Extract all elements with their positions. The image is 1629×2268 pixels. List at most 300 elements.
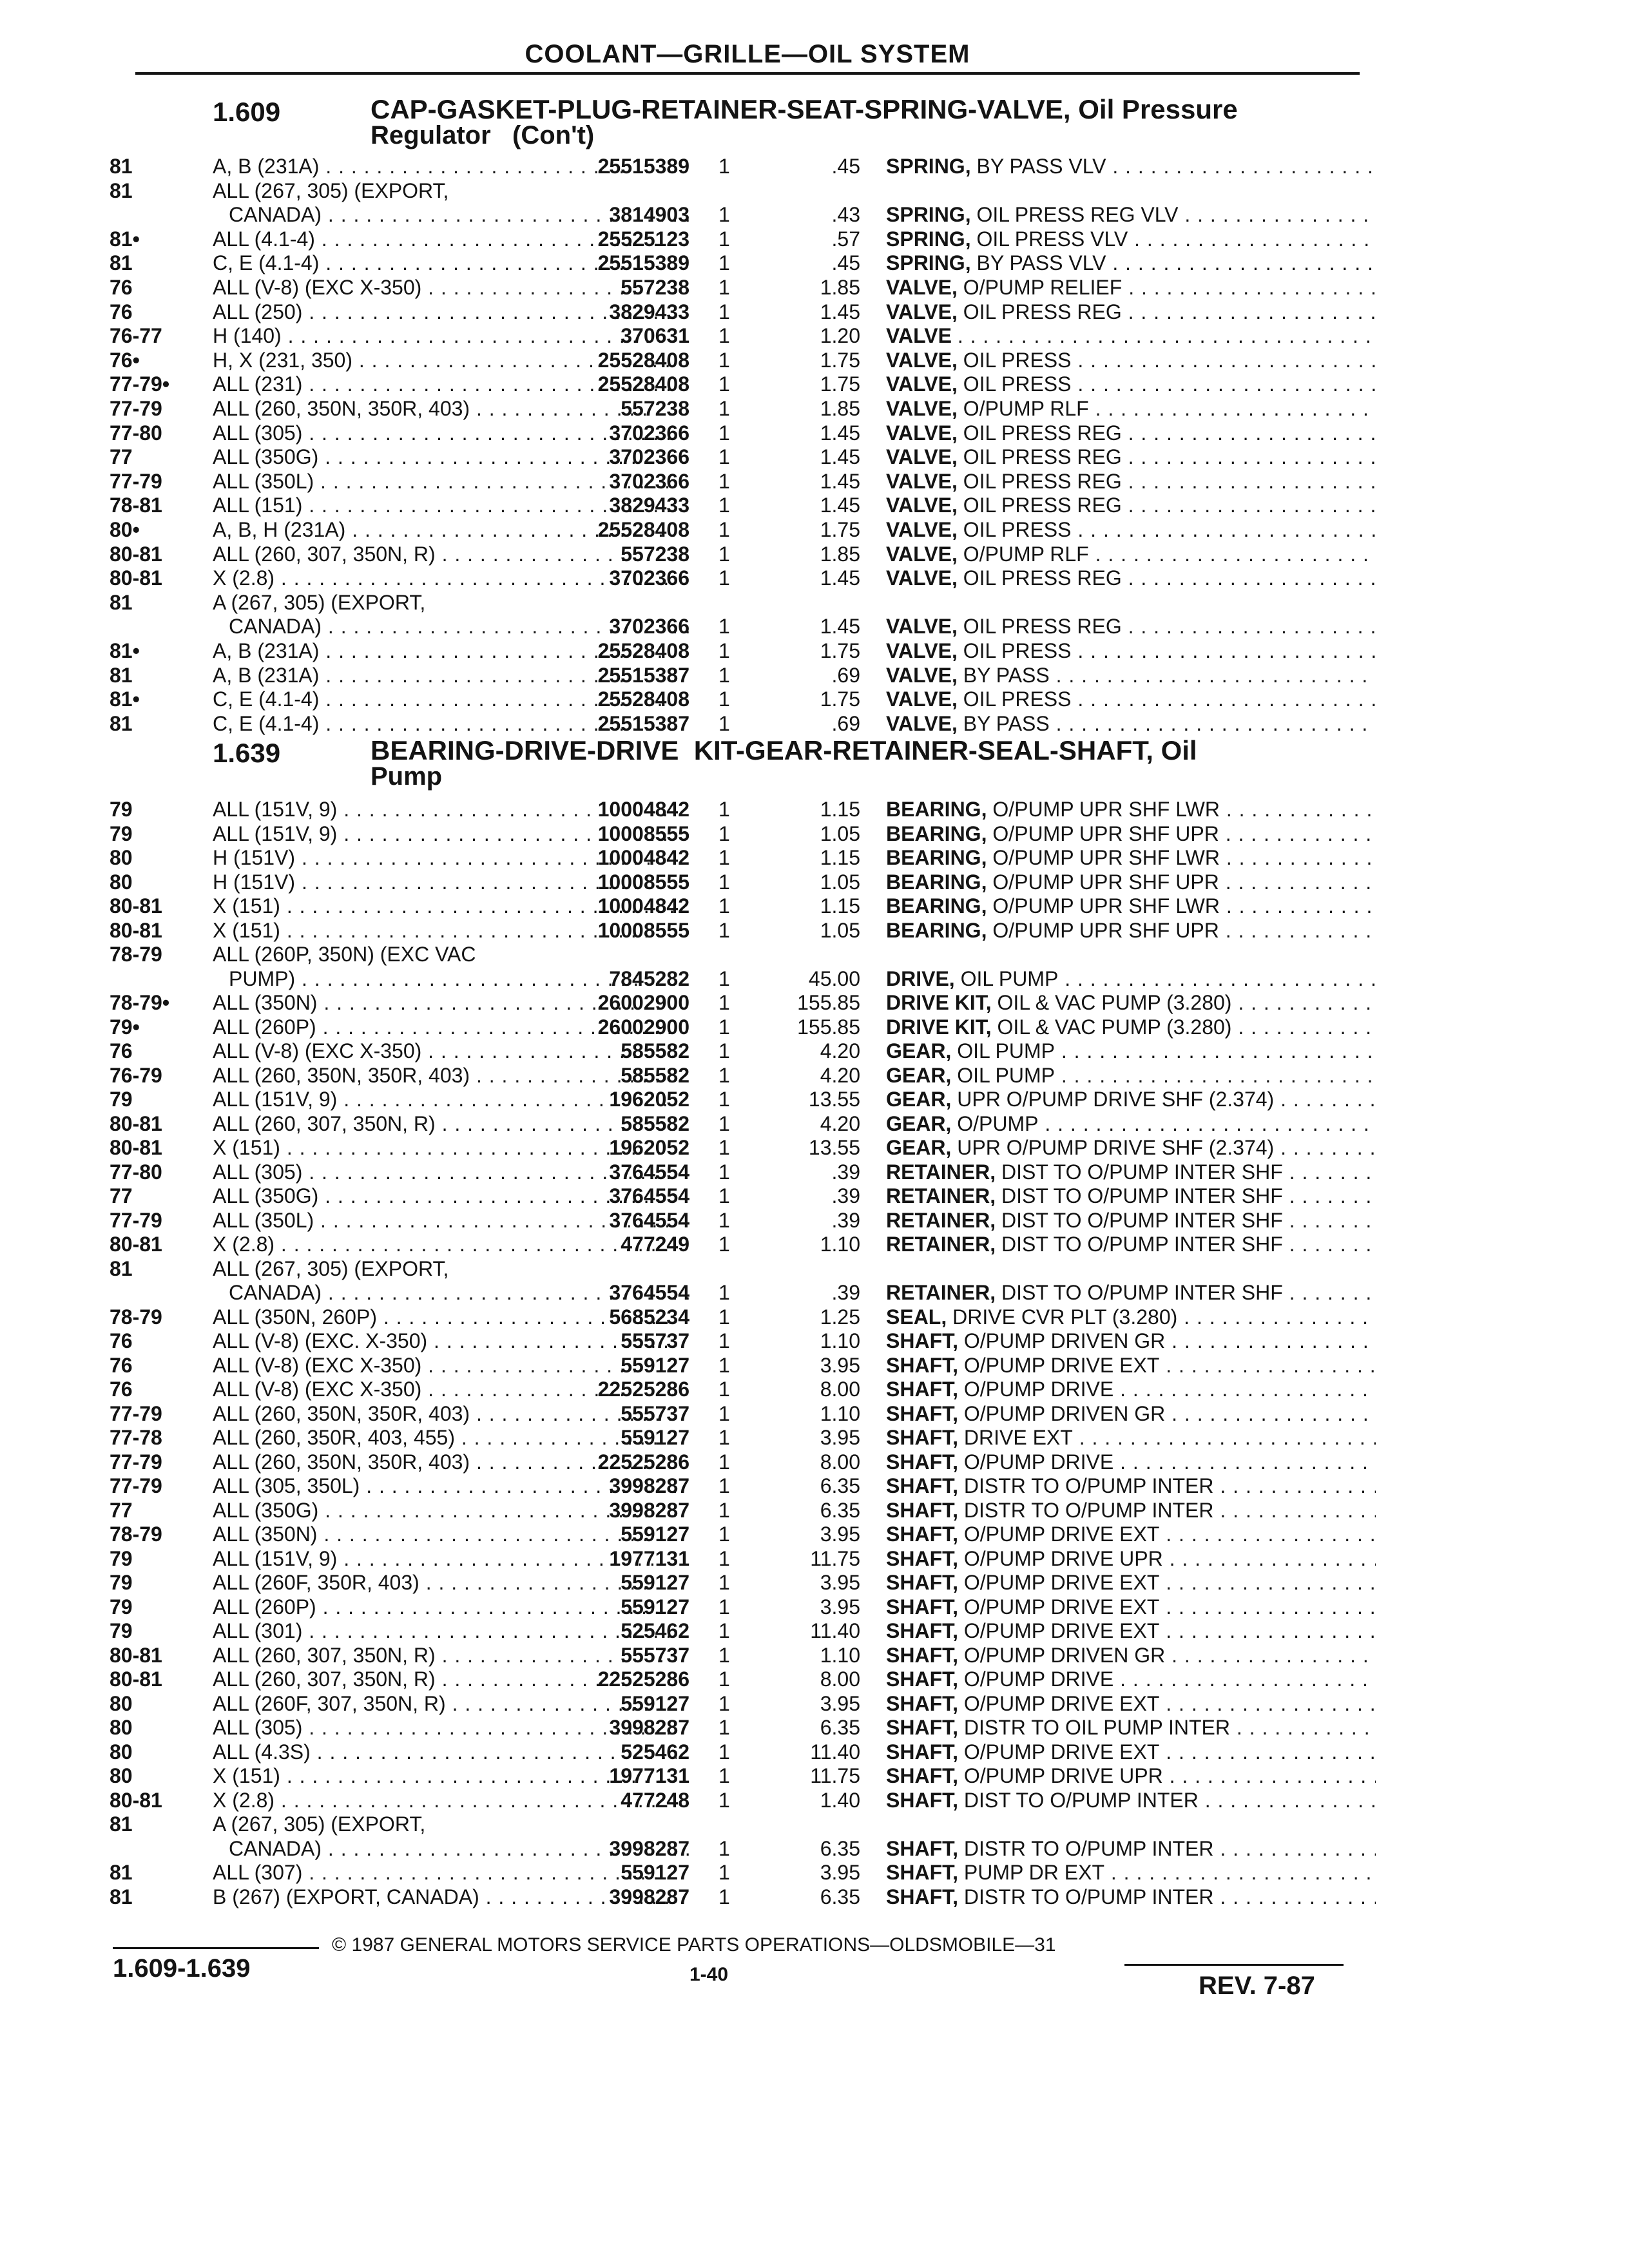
quantity: 1 bbox=[718, 1764, 730, 1787]
description bbox=[886, 397, 1376, 421]
price: 1.45 bbox=[820, 494, 860, 517]
table-row bbox=[110, 712, 1373, 736]
description bbox=[886, 518, 1376, 542]
description-text: O/PUMP DRIVE bbox=[963, 1378, 1114, 1401]
description-text: OIL PRESS REG bbox=[963, 469, 1122, 493]
description-noun: SHAFT, bbox=[886, 1836, 958, 1860]
description bbox=[886, 1595, 1376, 1619]
price: 1.85 bbox=[820, 542, 860, 566]
description-noun: SHAFT, bbox=[886, 1643, 958, 1667]
table-row bbox=[110, 1547, 1373, 1571]
price: 1.05 bbox=[820, 870, 860, 894]
part-number: 22525286 bbox=[597, 1667, 689, 1691]
price: 1.10 bbox=[820, 1329, 860, 1352]
model-year: 80-81 bbox=[110, 542, 162, 566]
description bbox=[886, 470, 1376, 494]
part-number: 10008555 bbox=[597, 822, 689, 845]
price: 1.45 bbox=[820, 300, 860, 323]
model-year: 81• bbox=[110, 227, 140, 251]
part-number: 26002900 bbox=[597, 991, 689, 1014]
table-row bbox=[110, 1595, 1373, 1619]
quantity: 1 bbox=[718, 918, 730, 942]
description-text: OIL PRESS REG bbox=[963, 445, 1122, 469]
application: ALL (V-8) (EXC X-350) . . . bbox=[213, 1039, 677, 1063]
quantity: 1 bbox=[718, 798, 730, 821]
price: 3.95 bbox=[820, 1523, 860, 1546]
application: ALL (260, 350N, 350R, 403) . . . bbox=[213, 1064, 677, 1088]
application: ALL (307) . . . bbox=[213, 1861, 677, 1885]
price: 6.35 bbox=[820, 1885, 860, 1908]
price: 3.95 bbox=[820, 1353, 860, 1377]
model-year: 79 bbox=[110, 1619, 133, 1642]
quantity: 1 bbox=[718, 1136, 730, 1159]
model-year: 80• bbox=[110, 518, 140, 541]
application: ALL (260, 307, 350N, R) . . . bbox=[213, 1667, 677, 1691]
description bbox=[886, 687, 1376, 711]
description-noun: BEARING, bbox=[886, 798, 987, 821]
table-row bbox=[110, 1885, 1373, 1909]
quantity: 1 bbox=[718, 1885, 730, 1908]
application: C, E (4.1-4) . . . bbox=[213, 251, 677, 275]
description-text: OIL PRESS bbox=[963, 639, 1072, 662]
quantity: 1 bbox=[718, 1861, 730, 1884]
part-number: 25528408 bbox=[597, 639, 689, 662]
application: ALL (260P) . . . bbox=[213, 1015, 677, 1039]
price: 3.95 bbox=[820, 1595, 860, 1619]
application: A (267, 305) (EXPORT, bbox=[213, 590, 426, 614]
model-year: 81 bbox=[110, 590, 133, 614]
description-noun: SHAFT, bbox=[886, 1474, 958, 1497]
application: ALL (151) . . . bbox=[213, 494, 677, 517]
part-number: 25528408 bbox=[597, 372, 689, 396]
quantity: 1 bbox=[718, 1498, 730, 1522]
model-year: 80 bbox=[110, 1740, 133, 1763]
table-row bbox=[110, 324, 1373, 348]
model-year: 81 bbox=[110, 155, 133, 178]
description-noun: SHAFT, bbox=[886, 1667, 958, 1691]
application: ALL (260P) . . . bbox=[213, 1595, 677, 1619]
application: ALL (301) . . . bbox=[213, 1619, 677, 1643]
model-year: 76 bbox=[110, 1039, 133, 1062]
description-noun: DRIVE, bbox=[886, 966, 955, 990]
table-row bbox=[110, 1837, 1373, 1861]
quantity: 1 bbox=[718, 1208, 730, 1232]
description-noun: SHAFT, bbox=[886, 1788, 958, 1812]
description-noun: VALVE, bbox=[886, 372, 958, 396]
table-row bbox=[110, 251, 1373, 275]
table-row bbox=[110, 1233, 1373, 1256]
model-year: 80 bbox=[110, 1716, 133, 1739]
part-number: 557238 bbox=[621, 397, 689, 420]
description bbox=[886, 1523, 1376, 1546]
model-year: 80 bbox=[110, 1764, 133, 1787]
description-text: OIL PRESS REG bbox=[963, 615, 1122, 639]
description bbox=[886, 664, 1376, 687]
part-number: 25528408 bbox=[597, 518, 689, 541]
table-row bbox=[110, 870, 1373, 894]
description-noun: GEAR, bbox=[886, 1063, 952, 1087]
part-number: 25528408 bbox=[597, 348, 689, 372]
application: ALL (260P, 350N) (EXC VAC bbox=[213, 943, 476, 966]
part-number: 3702366 bbox=[609, 421, 689, 445]
price: 3.95 bbox=[820, 1426, 860, 1449]
table-row bbox=[110, 919, 1373, 943]
part-number: 25515387 bbox=[597, 711, 689, 735]
page-header-title: COOLANT—GRILLE—OIL SYSTEM bbox=[525, 40, 970, 68]
description-noun: SHAFT, bbox=[886, 1329, 958, 1352]
description-text: DIST TO O/PUMP INTER bbox=[963, 1788, 1199, 1812]
price: 1.75 bbox=[820, 518, 860, 541]
table-row bbox=[110, 445, 1373, 469]
description-text: DIST TO O/PUMP INTER SHF bbox=[1001, 1160, 1283, 1184]
price: .57 bbox=[831, 227, 860, 251]
part-number: 3702366 bbox=[609, 566, 689, 590]
part-number: 555737 bbox=[621, 1329, 689, 1352]
application: ALL (267, 305) (EXPORT, bbox=[213, 178, 449, 202]
description-noun: GEAR, bbox=[886, 1136, 952, 1159]
part-number: 5685234 bbox=[609, 1305, 689, 1329]
description-noun: BEARING, bbox=[886, 846, 987, 869]
description-noun: SHAFT, bbox=[886, 1716, 958, 1739]
description-noun: SHAFT, bbox=[886, 1571, 958, 1594]
quantity: 1 bbox=[718, 687, 730, 711]
price: .43 bbox=[831, 203, 860, 227]
table-row bbox=[110, 1039, 1373, 1063]
quantity: 1 bbox=[718, 894, 730, 918]
quantity: 1 bbox=[718, 1716, 730, 1739]
table-row bbox=[110, 543, 1373, 566]
price: .39 bbox=[831, 1281, 860, 1304]
description-text: O/PUMP DRIVE EXT bbox=[963, 1353, 1160, 1377]
description-noun: VALVE, bbox=[886, 276, 958, 299]
price: 1.45 bbox=[820, 615, 860, 639]
description bbox=[886, 967, 1376, 991]
application: B (267) (EXPORT, CANADA) . . . bbox=[213, 1885, 677, 1909]
description bbox=[886, 846, 1376, 870]
price: 1.10 bbox=[820, 1643, 860, 1667]
description-noun: SHAFT, bbox=[886, 1885, 958, 1908]
table-row bbox=[110, 1764, 1373, 1788]
application: ALL (151V, 9) . . . bbox=[213, 798, 677, 822]
table-row bbox=[110, 1523, 1373, 1546]
description-text: OIL PUMP bbox=[957, 1063, 1055, 1087]
application: X (151) . . . bbox=[213, 1764, 677, 1788]
quantity: 1 bbox=[718, 1111, 730, 1135]
part-number: 585582 bbox=[621, 1063, 689, 1087]
description-text: DIST TO O/PUMP INTER SHF bbox=[1001, 1233, 1283, 1256]
description bbox=[886, 494, 1376, 517]
table-row bbox=[110, 1619, 1373, 1643]
table-row bbox=[110, 372, 1373, 396]
part-number: 3829433 bbox=[609, 494, 689, 517]
description-noun: SHAFT, bbox=[886, 1861, 958, 1884]
quantity: 1 bbox=[718, 1619, 730, 1642]
description-text: DISTR TO O/PUMP INTER bbox=[963, 1474, 1214, 1497]
part-number: 559127 bbox=[621, 1861, 689, 1884]
description bbox=[886, 712, 1376, 736]
description bbox=[886, 822, 1376, 846]
table-row bbox=[110, 300, 1373, 324]
part-number: 3814903 bbox=[609, 203, 689, 227]
description bbox=[886, 227, 1376, 251]
price: 1.15 bbox=[820, 846, 860, 869]
price: .39 bbox=[831, 1184, 860, 1207]
model-year: 78-81 bbox=[110, 494, 162, 517]
table-row bbox=[110, 276, 1373, 300]
quantity: 1 bbox=[718, 469, 730, 493]
price: 11.40 bbox=[810, 1740, 860, 1763]
application: ALL (350G) . . . bbox=[213, 1184, 677, 1208]
application: H, X (231, 350) . . . bbox=[213, 349, 677, 372]
part-number: 3764554 bbox=[609, 1281, 689, 1304]
description-noun: SHAFT, bbox=[886, 1595, 958, 1619]
description bbox=[886, 1184, 1376, 1208]
quantity: 1 bbox=[718, 1281, 730, 1304]
table-row bbox=[110, 227, 1373, 251]
application: X (2.8) . . . bbox=[213, 566, 677, 590]
quantity: 1 bbox=[718, 542, 730, 566]
description-text: O/PUMP bbox=[957, 1111, 1039, 1135]
description-noun: BEARING, bbox=[886, 822, 987, 845]
table-row bbox=[110, 1740, 1373, 1764]
description bbox=[886, 155, 1376, 178]
description-text: PUMP DR EXT bbox=[963, 1861, 1104, 1884]
description bbox=[886, 1233, 1376, 1256]
model-year: 78-79 bbox=[110, 1305, 162, 1329]
part-number: 7845282 bbox=[609, 966, 689, 990]
description-text: O/PUMP DRIVE EXT bbox=[963, 1523, 1160, 1546]
description-noun: BEARING, bbox=[886, 870, 987, 894]
description bbox=[886, 1716, 1376, 1740]
section-title-line: Pump bbox=[371, 762, 443, 791]
description bbox=[886, 1499, 1376, 1523]
application: PUMP) . . . bbox=[229, 967, 693, 991]
model-year: 80-81 bbox=[110, 1111, 162, 1135]
application: A, B, H (231A) . . . bbox=[213, 518, 677, 542]
part-number: 477249 bbox=[621, 1233, 689, 1256]
price: 1.45 bbox=[820, 445, 860, 469]
description-text: O/PUMP DRIVE EXT bbox=[963, 1571, 1160, 1594]
part-number: 559127 bbox=[621, 1523, 689, 1546]
quantity: 1 bbox=[718, 663, 730, 687]
description bbox=[886, 251, 1376, 275]
description-noun: SPRING, bbox=[886, 227, 971, 251]
model-year: 80-81 bbox=[110, 1667, 162, 1691]
description-noun: BEARING, bbox=[886, 918, 987, 942]
description-text: DIST TO O/PUMP INTER SHF bbox=[1001, 1184, 1283, 1207]
description bbox=[886, 1764, 1376, 1788]
description bbox=[886, 894, 1376, 918]
part-number: 3764554 bbox=[609, 1184, 689, 1207]
description bbox=[886, 543, 1376, 566]
table-row bbox=[110, 846, 1373, 870]
table-row bbox=[110, 798, 1373, 822]
description-noun: SHAFT, bbox=[886, 1353, 958, 1377]
quantity: 1 bbox=[718, 1691, 730, 1715]
model-year: 76 bbox=[110, 1378, 133, 1401]
table-row bbox=[110, 1426, 1373, 1450]
description-text: O/PUMP DRIVE EXT bbox=[963, 1595, 1160, 1619]
application: ALL (260, 307, 350N, R) . . . bbox=[213, 543, 677, 566]
table-row bbox=[110, 470, 1373, 494]
table-row bbox=[110, 1667, 1373, 1691]
part-number: 555737 bbox=[621, 1643, 689, 1667]
table-row bbox=[110, 518, 1373, 542]
quantity: 1 bbox=[718, 1378, 730, 1401]
table-row bbox=[110, 1160, 1373, 1184]
description-noun: BEARING, bbox=[886, 894, 987, 918]
application: ALL (350G) . . . bbox=[213, 445, 677, 469]
part-number: 3702366 bbox=[609, 615, 689, 639]
quantity: 1 bbox=[718, 1667, 730, 1691]
model-year: 79 bbox=[110, 1595, 133, 1619]
table-row bbox=[110, 1354, 1373, 1378]
description-text: OIL & VAC PUMP (3.280) bbox=[997, 991, 1232, 1014]
model-year: 77-80 bbox=[110, 1160, 162, 1184]
description-noun: RETAINER, bbox=[886, 1233, 996, 1256]
model-year: 77-79 bbox=[110, 1474, 162, 1497]
price: 1.10 bbox=[820, 1401, 860, 1425]
description bbox=[886, 372, 1376, 396]
table-row bbox=[110, 1474, 1373, 1498]
description-text: O/PUMP DRIVE EXT bbox=[963, 1619, 1160, 1642]
price: 11.75 bbox=[810, 1546, 860, 1570]
quantity: 1 bbox=[718, 639, 730, 662]
model-year: 81 bbox=[110, 1256, 133, 1280]
description-text: O/PUMP DRIVEN GR bbox=[963, 1329, 1166, 1352]
description bbox=[886, 1209, 1376, 1233]
part-number: 3764554 bbox=[609, 1208, 689, 1232]
quantity: 1 bbox=[718, 445, 730, 469]
model-year: 76 bbox=[110, 300, 133, 323]
quantity: 1 bbox=[718, 372, 730, 396]
quantity: 1 bbox=[718, 1063, 730, 1087]
description bbox=[886, 1692, 1376, 1716]
description bbox=[886, 566, 1376, 590]
model-year: 79 bbox=[110, 1571, 133, 1594]
application: ALL (260F, 307, 350N, R) . . . bbox=[213, 1692, 677, 1716]
section-title-line: Regulator (Con't) bbox=[371, 121, 595, 149]
model-year: 78-79 bbox=[110, 1523, 162, 1546]
table-row bbox=[110, 203, 1373, 227]
part-number: 26002900 bbox=[597, 1015, 689, 1039]
description bbox=[886, 1281, 1376, 1305]
quantity: 1 bbox=[718, 1305, 730, 1329]
price: 3.95 bbox=[820, 1571, 860, 1594]
description bbox=[886, 1015, 1376, 1039]
part-number: 525462 bbox=[621, 1740, 689, 1763]
application: H (151V) . . . bbox=[213, 846, 677, 870]
application: CANADA) . . . bbox=[229, 1281, 693, 1305]
application: C, E (4.1-4) . . . bbox=[213, 687, 677, 711]
application: ALL (267, 305) (EXPORT, bbox=[213, 1256, 449, 1280]
description-noun: SEAL, bbox=[886, 1305, 947, 1329]
description-text: O/PUMP UPR SHF LWR bbox=[992, 798, 1220, 821]
description-noun: VALVE bbox=[886, 324, 952, 348]
description-noun: SHAFT, bbox=[886, 1740, 958, 1763]
description bbox=[886, 1571, 1376, 1595]
table-row bbox=[110, 349, 1373, 372]
part-number: 477248 bbox=[621, 1788, 689, 1812]
quantity: 1 bbox=[718, 1015, 730, 1039]
application: ALL (V-8) (EXC X-350) . . . bbox=[213, 276, 677, 300]
section-title-line: CAP-GASKET-PLUG-RETAINER-SEAT-SPRING-VALVE, Oil Pressure bbox=[371, 94, 1238, 124]
part-number: 3998287 bbox=[609, 1498, 689, 1522]
table-row bbox=[110, 1112, 1373, 1136]
part-number: 3702366 bbox=[609, 445, 689, 469]
model-year: 77-80 bbox=[110, 421, 162, 445]
part-number: 22525286 bbox=[597, 1450, 689, 1474]
quantity: 1 bbox=[718, 1523, 730, 1546]
description-text: O/PUMP UPR SHF UPR bbox=[992, 822, 1219, 845]
description bbox=[886, 324, 1376, 348]
description-noun: SHAFT, bbox=[886, 1764, 958, 1787]
price: 8.00 bbox=[820, 1378, 860, 1401]
application: ALL (260, 350N, 350R, 403) . . . bbox=[213, 1450, 677, 1474]
price: 1.15 bbox=[820, 798, 860, 821]
price: 1.05 bbox=[820, 918, 860, 942]
price: 1.20 bbox=[820, 324, 860, 348]
description-noun: VALVE, bbox=[886, 663, 958, 687]
description-noun: DRIVE KIT, bbox=[886, 1015, 992, 1039]
quantity: 1 bbox=[718, 1401, 730, 1425]
part-number: 559127 bbox=[621, 1691, 689, 1715]
part-number: 25515387 bbox=[597, 663, 689, 687]
table-row bbox=[110, 566, 1373, 590]
model-year: 79 bbox=[110, 1088, 133, 1111]
part-number: 22525286 bbox=[597, 1378, 689, 1401]
price: 8.00 bbox=[820, 1450, 860, 1474]
application: ALL (350N, 260P) . . . bbox=[213, 1305, 677, 1329]
price: 4.20 bbox=[820, 1063, 860, 1087]
price: 1.85 bbox=[820, 397, 860, 420]
quantity: 1 bbox=[718, 324, 730, 348]
description-noun: SHAFT, bbox=[886, 1691, 958, 1715]
description-text: DIST TO O/PUMP INTER SHF bbox=[1001, 1208, 1283, 1232]
section-title-line: BEARING-DRIVE-DRIVE KIT-GEAR-RETAINER-SEAL-SHAFT, Oil bbox=[371, 735, 1197, 765]
description bbox=[886, 1112, 1376, 1136]
description-noun: DRIVE KIT, bbox=[886, 991, 992, 1014]
table-row bbox=[110, 639, 1373, 663]
model-year: 80 bbox=[110, 846, 133, 869]
table-row bbox=[110, 967, 1373, 991]
table-row bbox=[110, 894, 1373, 918]
price: 1.45 bbox=[820, 469, 860, 493]
table-row bbox=[110, 1402, 1373, 1426]
table-row bbox=[110, 1305, 1373, 1329]
model-year: 77-79• bbox=[110, 372, 170, 396]
table-row bbox=[110, 943, 1373, 966]
table-row bbox=[110, 1378, 1373, 1401]
description-text: O/PUMP UPR SHF UPR bbox=[992, 870, 1219, 894]
part-number: 559127 bbox=[621, 1571, 689, 1594]
table-row bbox=[110, 1812, 1373, 1836]
application: ALL (350L) . . . bbox=[213, 1209, 677, 1233]
description bbox=[886, 1136, 1376, 1160]
description-noun: VALVE, bbox=[886, 518, 958, 541]
model-year: 80 bbox=[110, 1691, 133, 1715]
description-text: OIL PUMP bbox=[960, 966, 1059, 990]
table-row bbox=[110, 687, 1373, 711]
price: 1.45 bbox=[820, 421, 860, 445]
quantity: 1 bbox=[718, 1836, 730, 1860]
description bbox=[886, 421, 1376, 445]
application: ALL (350L) . . . bbox=[213, 470, 677, 494]
price: 11.75 bbox=[810, 1764, 860, 1787]
quantity: 1 bbox=[718, 1450, 730, 1474]
description-noun: VALVE, bbox=[886, 566, 958, 590]
quantity: 1 bbox=[718, 155, 730, 178]
